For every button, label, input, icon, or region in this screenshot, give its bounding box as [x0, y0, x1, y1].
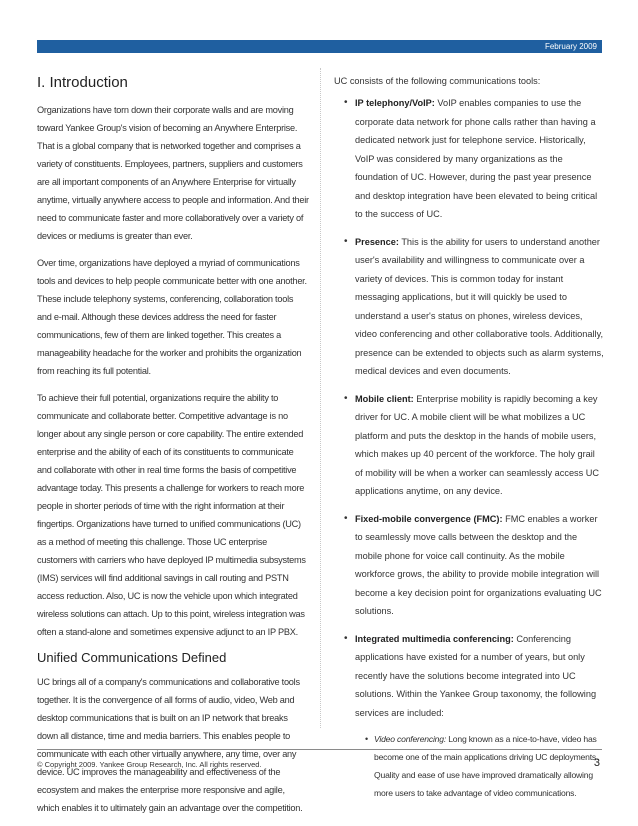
list-item	[344, 390, 604, 501]
header-date: February 2009	[544, 42, 597, 51]
list-item-term: Fixed-mobile convergence (FMC):	[355, 513, 503, 524]
footer-copyright: © Copyright 2009. Yankee Group Research, Inc. All rights reserved.	[37, 760, 262, 769]
right-column	[334, 72, 604, 811]
list-item-text: VoIP enables companies to use the corporate data network for phone calls rather than having a dedicated network just for telephone service. Historically, VoIP was considered by many organizations as the foundation of UC. However, during the past year presence and desktop integration have been elevated to being critical to the success of UC.	[355, 98, 598, 219]
section-heading: I. Introduction	[37, 74, 128, 91]
intro-paragraph-1: Organizations have torn down their corporate walls and are moving toward Yankee Group's vision of becoming an Anywhere Enterprise. That is a global company that is networked together and comprises a variety of constituents. Employees, partners, suppliers and customers are all important components of an Anywhere Enterprise for virtually anytime, virtually anywhere access to people and information. And their need to communicate faster and more collaboratively over a variety of devices or mediums is greater than ever.	[37, 105, 309, 241]
intro-paragraph-3: To achieve their full potential, organizations require the ability to communicate and collaborate better. Competitive advantage is no longer about any single person or core capability. The entire extended enterprise and the ability of each of its constituents to communicate and collaborate with other in real time forms the basis of competitive advantage today. This presents a challenge for workers to reach more people in shorter periods of time with the right information at their fingertips. Organizations have turned to unified communications (UC) as a method of meeting this challenge. Those UC enterprise customers with carriers who have deployed IP multimedia subsystems (IMS) services will find additional savings in call routing and PSTN access reduction. Also, UC is now the vehicle upon which integrated wireless solutions can attach. Up to this point, wireless integration was often a stand-alone and sometimes expensive adjunct to an IP PBX.	[37, 393, 306, 637]
sub-list-item-text: Long known as a nice-to-have, video has become one of the main applications driving UC deployments. Quality and ease of use have improved dramatically allowing more users to take advantage of video communications.	[374, 734, 599, 798]
list-item-term: IP telephony/VoIP:	[355, 98, 435, 108]
list-item-text: Enterprise mobility is rapidly becoming a key driver for UC. A mobile client will be what mobilizes a UC platform and puts the desktop in the hands of mobile users, which makes up 40 percent of the workforce. The holy grail of mobility will be when a worker can seamlessly access UC applications anytime, on any device.	[355, 393, 600, 496]
list-item-text: FMC enables a worker to seamlessly move calls between the desktop and the mobile phone for voice call continuity. As the mobile workforce grows, the ability to provide mobile integration will become a key decision point for organizations evaluating UC solutions.	[355, 513, 602, 616]
uc-defined-paragraph: UC brings all of a company's communications and collaborative tools together. It is the convergence of all forms of audio, video, Web and desktop communications that is built on an IP network that breaks down all distance, time and media barriers. This enables people to communicate with each other virtually anywhere, any time, over any device. UC improves the manageability and effectiveness of the ecosystem and makes the enterprise more responsive and agile, which enables it to ultimately gain an advantage over the competition.	[37, 677, 303, 813]
sub-list-item-term: Video conferencing:	[374, 734, 447, 744]
list-item-term: Mobile client:	[355, 393, 414, 404]
list-item-term: Integrated multimedia conferencing:	[355, 633, 514, 644]
page-number: 3	[593, 757, 600, 769]
left-column	[37, 72, 309, 826]
sub-list-item	[365, 730, 604, 802]
list-item	[344, 630, 604, 803]
list-item-text: This is the ability for users to understand another user's availability and willingness to communicate over a variety of devices. This is common today for instant messaging applications, but it will quickly be used to understand a user's status on phones, wireless devices, video conferencing and other collaborative tools. Additionally, presence can be extended to objects such as alarm systems, medical devices and even documents.	[355, 236, 604, 376]
services-list	[365, 730, 604, 802]
list-item	[344, 510, 604, 621]
tools-list	[344, 94, 604, 802]
list-item-term: Presence:	[355, 236, 399, 247]
list-item-text: Conferencing applications have existed for a number of years, but only recently have the solutions become integrated into UC solutions. Within the Yankee Group taxonomy, the following services are included:	[355, 633, 597, 718]
subsection-heading: Unified Communications Defined	[37, 650, 227, 665]
column-divider	[320, 68, 321, 728]
list-item	[344, 233, 604, 381]
footer-rule	[37, 749, 602, 750]
header-band	[37, 40, 602, 53]
tools-intro: UC consists of the following communications tools:	[334, 76, 541, 86]
intro-paragraph-2: Over time, organizations have deployed a myriad of communications tools and devices to help people communicate better with one another. These include telephony systems, conferencing, collaboration tools and e-mail. Although these devices address the need for faster communications, few of them are linked together. This creates a manageability headache for the worker and prohibits the organization from reaching its full potential.	[37, 258, 307, 376]
list-item	[344, 94, 604, 224]
